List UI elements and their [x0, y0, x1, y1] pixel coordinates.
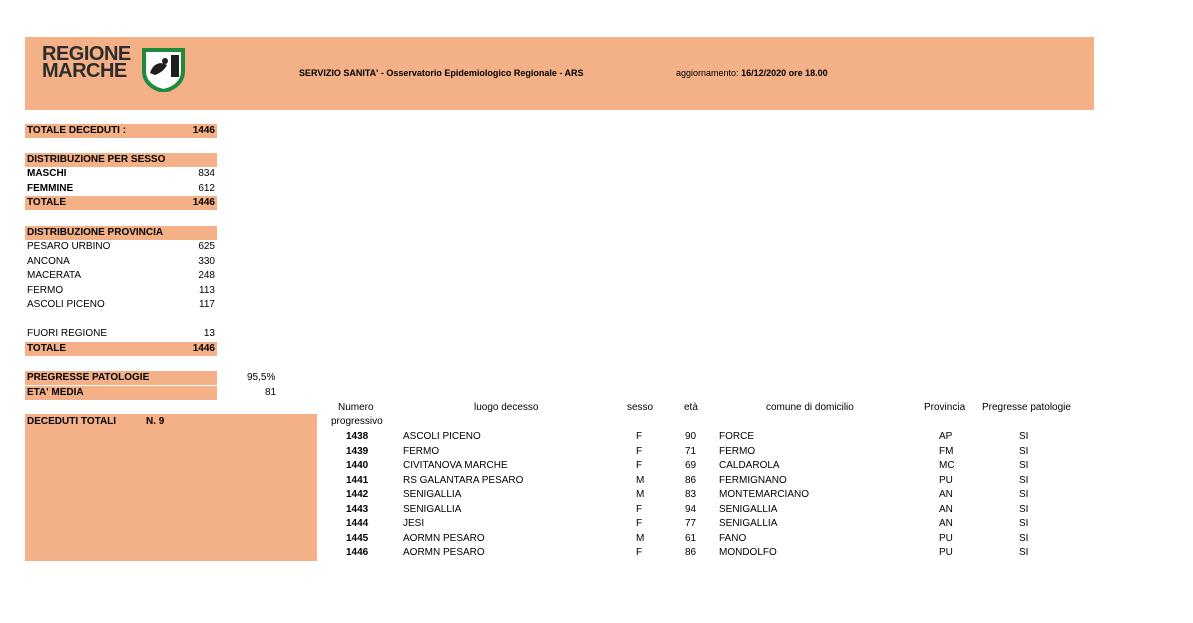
cell-eta: 86	[685, 547, 697, 558]
cell-comune: SENIGALLIA	[719, 518, 778, 529]
sesso-value: 612	[198, 183, 215, 194]
cell-numero: 1439	[346, 445, 369, 457]
provincia-label: ANCONA	[27, 256, 70, 267]
cell-sesso: M	[636, 474, 645, 486]
cell-sesso: F	[636, 518, 643, 529]
cell-comune: FORCE	[719, 431, 754, 442]
cell-numero: 1443	[346, 503, 369, 515]
cell-eta: 69	[685, 460, 697, 471]
cell-sesso: M	[636, 489, 645, 500]
sesso-title-row	[25, 153, 217, 167]
cell-luogo: AORMN PESARO	[403, 547, 485, 558]
provincia-row	[25, 269, 217, 283]
cell-luogo: SENIGALLIA	[403, 503, 462, 515]
totale-deceduti-label: TOTALE DECEDUTI :	[27, 125, 127, 136]
provincia-row	[25, 298, 217, 312]
cell-provincia: AP	[939, 431, 953, 442]
sesso-row-femmine	[25, 182, 217, 196]
cell-sesso: F	[636, 460, 643, 471]
cell-luogo: SENIGALLIA	[403, 489, 462, 500]
cell-luogo: CIVITANOVA MARCHE	[403, 460, 508, 471]
cell-eta: 61	[685, 532, 697, 544]
service-title: SERVIZIO SANITA' - Osservatorio Epidemiologico Regionale - ARS	[299, 68, 584, 78]
header-numero: Numero	[338, 402, 374, 413]
update-info	[676, 68, 828, 78]
cell-sesso: F	[636, 503, 643, 515]
cell-comune: FERMO	[719, 445, 756, 457]
logo-line-1: REGIONE	[42, 43, 131, 65]
cell-eta: 71	[685, 445, 697, 457]
cell-numero: 1444	[346, 518, 369, 529]
cell-luogo: FERMO	[403, 445, 440, 457]
sesso-label: MASCHI	[27, 168, 67, 179]
cell-comune: FANO	[719, 532, 747, 544]
cell-numero: 1442	[346, 489, 369, 500]
cell-patologie: SI	[1019, 518, 1029, 529]
sesso-total-value: 1446	[192, 197, 215, 208]
update-value: 16/12/2020 ore 18.00	[741, 68, 828, 78]
sesso-row-maschi	[25, 167, 217, 181]
cell-eta: 86	[685, 474, 697, 486]
cell-provincia: AN	[939, 503, 953, 515]
cell-sesso: F	[636, 547, 643, 558]
fuori-regione-value: 13	[203, 328, 215, 339]
header-comune: comune di domicilio	[766, 402, 854, 413]
cell-eta: 90	[685, 431, 697, 442]
cell-patologie: SI	[1019, 431, 1029, 442]
cell-comune: MONDOLFO	[719, 547, 777, 558]
logo-line-2: MARCHE	[42, 60, 127, 82]
cell-provincia: FM	[939, 445, 954, 457]
cell-comune: FERMIGNANO	[719, 474, 787, 486]
provincia-total-value: 1446	[192, 343, 215, 354]
cell-provincia: PU	[939, 547, 953, 558]
cell-numero: 1440	[346, 460, 369, 471]
cell-luogo: ASCOLI PICENO	[403, 431, 481, 442]
cell-eta: 77	[685, 518, 697, 529]
cell-numero: 1438	[346, 431, 369, 442]
sesso-total-row	[25, 196, 217, 210]
cell-luogo: RS GALANTARA PESARO	[403, 474, 524, 486]
provincia-title: DISTRIBUZIONE PROVINCIA	[27, 227, 164, 238]
header-luogo-decesso: luogo decesso	[474, 402, 539, 413]
sesso-total-label: TOTALE	[27, 197, 67, 208]
header-progressivo: progressivo	[331, 416, 383, 427]
provincia-value: 117	[199, 299, 215, 310]
provincia-value: 113	[199, 285, 215, 296]
provincia-label: MACERATA	[27, 270, 82, 281]
deceduti-totali-label: DECEDUTI TOTALI	[27, 416, 117, 427]
cell-sesso: F	[636, 445, 643, 457]
provincia-label: FERMO	[27, 285, 64, 296]
patologie-row	[25, 371, 217, 385]
fuori-regione-label: FUORI REGIONE	[27, 328, 108, 339]
cell-patologie: SI	[1019, 460, 1029, 471]
provincia-row	[25, 284, 217, 298]
provincia-value: 330	[198, 256, 215, 267]
sesso-title: DISTRIBUZIONE PER SESSO	[27, 154, 166, 165]
provincia-row	[25, 255, 217, 269]
eta-media-value: 81	[265, 387, 277, 398]
regione-marche-logo-text	[42, 43, 131, 82]
provincia-value: 248	[198, 270, 215, 281]
provincia-value: 625	[198, 241, 215, 252]
cell-numero: 1446	[346, 547, 369, 558]
cell-patologie: SI	[1019, 489, 1029, 500]
cell-patologie: SI	[1019, 503, 1029, 515]
header-eta: età	[684, 402, 698, 413]
update-label: aggiornamento:	[676, 68, 739, 78]
cell-provincia: PU	[939, 474, 953, 486]
sesso-value: 834	[198, 168, 215, 179]
patologie-value: 95,5%	[247, 372, 276, 383]
provincia-title-row	[25, 226, 217, 240]
header-patologie: Pregresse patologie	[982, 402, 1071, 413]
provincia-total-label: TOTALE	[27, 343, 67, 354]
provincia-row	[25, 240, 217, 254]
cell-numero: 1445	[346, 532, 369, 544]
cell-comune: MONTEMARCIANO	[719, 489, 809, 500]
header-provincia: Provincia	[924, 402, 966, 413]
cell-patologie: SI	[1019, 547, 1029, 558]
header-sesso: sesso	[627, 402, 654, 413]
cell-patologie: SI	[1019, 445, 1029, 457]
provincia-label: ASCOLI PICENO	[27, 299, 105, 310]
fuori-regione-row	[25, 327, 217, 341]
cell-sesso: M	[636, 532, 645, 544]
regione-marche-shield-icon	[141, 47, 186, 92]
cell-provincia: AN	[939, 489, 953, 500]
cell-comune: CALDAROLA	[719, 460, 780, 471]
cell-comune: SENIGALLIA	[719, 503, 778, 515]
cell-sesso: F	[636, 431, 643, 442]
deceduti-totali-block	[25, 414, 317, 561]
eta-media-row	[25, 386, 217, 400]
cell-luogo: JESI	[403, 518, 425, 529]
patologie-label: PREGRESSE PATOLOGIE	[27, 372, 150, 383]
cell-provincia: PU	[939, 532, 953, 544]
deceduti-totali-count: N. 9	[146, 416, 165, 427]
totale-deceduti-value: 1446	[192, 125, 215, 136]
sesso-label: FEMMINE	[27, 183, 74, 194]
cell-numero: 1441	[346, 474, 369, 486]
eta-media-label: ETA' MEDIA	[27, 387, 84, 398]
cell-luogo: AORMN PESARO	[403, 532, 485, 544]
provincia-label: PESARO URBINO	[27, 241, 111, 252]
provincia-total-row	[25, 342, 217, 356]
cell-patologie: SI	[1019, 474, 1029, 486]
cell-provincia: AN	[939, 518, 953, 529]
cell-eta: 83	[685, 489, 697, 500]
cell-provincia: MC	[939, 460, 955, 471]
cell-patologie: SI	[1019, 532, 1029, 544]
cell-eta: 94	[685, 503, 697, 515]
totale-deceduti-row	[25, 124, 217, 138]
